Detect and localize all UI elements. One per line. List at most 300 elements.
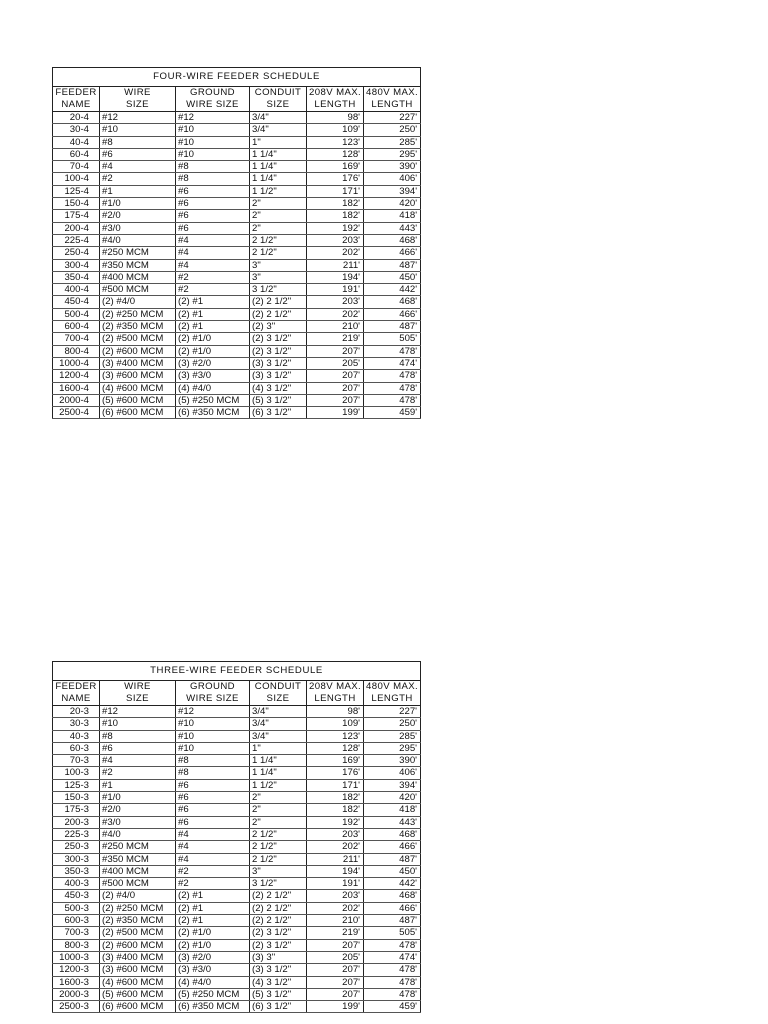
cell-480v-max-length: 466' bbox=[364, 841, 421, 853]
table-row bbox=[53, 988, 421, 1000]
cell-wire-size: (4) #600 MCM bbox=[100, 976, 176, 988]
cell-ground-wire-size: #6 bbox=[176, 816, 250, 828]
table-row bbox=[53, 345, 421, 357]
cell-ground-wire-size: (2) #1 bbox=[176, 915, 250, 927]
cell-feeder-name: 250-3 bbox=[53, 841, 100, 853]
column-header-480v-max-length: 480V MAX. bbox=[364, 681, 421, 694]
cell-conduit-size: (3) 3 1/2" bbox=[250, 370, 307, 382]
column-header-conduit-size: CONDUIT bbox=[250, 87, 307, 100]
table-row bbox=[53, 792, 421, 804]
cell-feeder-name: 20-3 bbox=[53, 706, 100, 718]
cell-ground-wire-size: #6 bbox=[176, 185, 250, 197]
cell-wire-size: #400 MCM bbox=[100, 865, 176, 877]
column-header-208v-max-length: 208V MAX. bbox=[307, 681, 364, 694]
cell-feeder-name: 1200-4 bbox=[53, 370, 100, 382]
cell-feeder-name: 2000-3 bbox=[53, 988, 100, 1000]
cell-conduit-size: 2 1/2" bbox=[250, 853, 307, 865]
column-header-feeder-name-line2: NAME bbox=[53, 99, 100, 112]
cell-208v-max-length: 182' bbox=[307, 792, 364, 804]
cell-480v-max-length: 295' bbox=[364, 742, 421, 754]
cell-conduit-size: 2 1/2" bbox=[250, 234, 307, 246]
cell-conduit-size: (2) 2 1/2" bbox=[250, 915, 307, 927]
cell-ground-wire-size: #6 bbox=[176, 779, 250, 791]
cell-conduit-size: 2" bbox=[250, 210, 307, 222]
cell-480v-max-length: 466' bbox=[364, 902, 421, 914]
cell-480v-max-length: 420' bbox=[364, 792, 421, 804]
cell-480v-max-length: 420' bbox=[364, 198, 421, 210]
cell-208v-max-length: 211' bbox=[307, 259, 364, 271]
cell-480v-max-length: 250' bbox=[364, 124, 421, 136]
cell-feeder-name: 125-4 bbox=[53, 185, 100, 197]
cell-wire-size: (4) #600 MCM bbox=[100, 382, 176, 394]
cell-conduit-size: (2) 3 1/2" bbox=[250, 939, 307, 951]
cell-conduit-size: 3" bbox=[250, 865, 307, 877]
cell-ground-wire-size: #2 bbox=[176, 271, 250, 283]
cell-feeder-name: 1000-3 bbox=[53, 951, 100, 963]
cell-208v-max-length: 203' bbox=[307, 890, 364, 902]
table-row bbox=[53, 927, 421, 939]
cell-208v-max-length: 169' bbox=[307, 161, 364, 173]
cell-wire-size: #6 bbox=[100, 742, 176, 754]
table-row bbox=[53, 333, 421, 345]
cell-wire-size: #12 bbox=[100, 112, 176, 124]
table-row bbox=[53, 185, 421, 197]
cell-wire-size: #10 bbox=[100, 124, 176, 136]
table-row bbox=[53, 407, 421, 419]
table-row bbox=[53, 112, 421, 124]
cell-wire-size: #4/0 bbox=[100, 828, 176, 840]
schedule-title: FOUR-WIRE FEEDER SCHEDULE bbox=[53, 68, 421, 87]
cell-feeder-name: 1600-4 bbox=[53, 382, 100, 394]
cell-feeder-name: 225-3 bbox=[53, 828, 100, 840]
cell-conduit-size: (5) 3 1/2" bbox=[250, 394, 307, 406]
cell-480v-max-length: 418' bbox=[364, 804, 421, 816]
cell-feeder-name: 150-3 bbox=[53, 792, 100, 804]
cell-feeder-name: 125-3 bbox=[53, 779, 100, 791]
cell-ground-wire-size: (2) #1/0 bbox=[176, 333, 250, 345]
cell-wire-size: (2) #250 MCM bbox=[100, 308, 176, 320]
cell-wire-size: (2) #250 MCM bbox=[100, 902, 176, 914]
cell-ground-wire-size: #10 bbox=[176, 718, 250, 730]
cell-feeder-name: 250-4 bbox=[53, 247, 100, 259]
cell-feeder-name: 600-3 bbox=[53, 915, 100, 927]
cell-feeder-name: 400-4 bbox=[53, 284, 100, 296]
cell-480v-max-length: 450' bbox=[364, 865, 421, 877]
cell-208v-max-length: 98' bbox=[307, 112, 364, 124]
column-header-ground-wire-size-line2: WIRE SIZE bbox=[176, 693, 250, 706]
cell-ground-wire-size: #12 bbox=[176, 706, 250, 718]
cell-208v-max-length: 194' bbox=[307, 865, 364, 877]
cell-conduit-size: 3" bbox=[250, 259, 307, 271]
cell-208v-max-length: 205' bbox=[307, 357, 364, 369]
cell-480v-max-length: 478' bbox=[364, 394, 421, 406]
cell-wire-size: #400 MCM bbox=[100, 271, 176, 283]
cell-wire-size: (2) #350 MCM bbox=[100, 915, 176, 927]
cell-conduit-size: (4) 3 1/2" bbox=[250, 382, 307, 394]
cell-ground-wire-size: (2) #1 bbox=[176, 890, 250, 902]
cell-ground-wire-size: #8 bbox=[176, 173, 250, 185]
table-row bbox=[53, 976, 421, 988]
cell-208v-max-length: 207' bbox=[307, 964, 364, 976]
cell-conduit-size: 3" bbox=[250, 271, 307, 283]
cell-ground-wire-size: #6 bbox=[176, 804, 250, 816]
cell-ground-wire-size: #6 bbox=[176, 792, 250, 804]
cell-480v-max-length: 442' bbox=[364, 878, 421, 890]
cell-wire-size: #1/0 bbox=[100, 792, 176, 804]
cell-ground-wire-size: #10 bbox=[176, 148, 250, 160]
cell-wire-size: (3) #600 MCM bbox=[100, 370, 176, 382]
cell-wire-size: #2/0 bbox=[100, 804, 176, 816]
table-row bbox=[53, 124, 421, 136]
cell-480v-max-length: 468' bbox=[364, 296, 421, 308]
cell-wire-size: #350 MCM bbox=[100, 853, 176, 865]
cell-208v-max-length: 210' bbox=[307, 321, 364, 333]
cell-conduit-size: 2 1/2" bbox=[250, 828, 307, 840]
cell-480v-max-length: 478' bbox=[364, 964, 421, 976]
cell-conduit-size: 3/4" bbox=[250, 730, 307, 742]
cell-ground-wire-size: (2) #1 bbox=[176, 902, 250, 914]
cell-wire-size: #500 MCM bbox=[100, 284, 176, 296]
cell-conduit-size: 2 1/2" bbox=[250, 247, 307, 259]
cell-480v-max-length: 466' bbox=[364, 308, 421, 320]
table-row bbox=[53, 234, 421, 246]
cell-conduit-size: 1" bbox=[250, 742, 307, 754]
column-header-ground-wire-size-line2: WIRE SIZE bbox=[176, 99, 250, 112]
cell-conduit-size: 3/4" bbox=[250, 706, 307, 718]
cell-feeder-name: 175-4 bbox=[53, 210, 100, 222]
cell-wire-size: (2) #600 MCM bbox=[100, 939, 176, 951]
cell-208v-max-length: 207' bbox=[307, 394, 364, 406]
cell-conduit-size: (2) 3 1/2" bbox=[250, 333, 307, 345]
cell-feeder-name: 40-3 bbox=[53, 730, 100, 742]
cell-ground-wire-size: (3) #2/0 bbox=[176, 357, 250, 369]
table-row bbox=[53, 865, 421, 877]
cell-480v-max-length: 285' bbox=[364, 136, 421, 148]
table-row bbox=[53, 767, 421, 779]
cell-conduit-size: (2) 2 1/2" bbox=[250, 890, 307, 902]
cell-ground-wire-size: #4 bbox=[176, 247, 250, 259]
table-row bbox=[53, 804, 421, 816]
table-row bbox=[53, 259, 421, 271]
cell-208v-max-length: 219' bbox=[307, 927, 364, 939]
cell-480v-max-length: 478' bbox=[364, 345, 421, 357]
cell-208v-max-length: 191' bbox=[307, 284, 364, 296]
cell-wire-size: (2) #4/0 bbox=[100, 890, 176, 902]
cell-ground-wire-size: (3) #3/0 bbox=[176, 964, 250, 976]
table-row bbox=[53, 816, 421, 828]
cell-wire-size: #250 MCM bbox=[100, 247, 176, 259]
column-header-feeder-name-line2: NAME bbox=[53, 693, 100, 706]
cell-feeder-name: 225-4 bbox=[53, 234, 100, 246]
cell-conduit-size: (2) 3" bbox=[250, 321, 307, 333]
three-wire-feeder-schedule bbox=[52, 661, 420, 1013]
cell-208v-max-length: 207' bbox=[307, 939, 364, 951]
cell-480v-max-length: 478' bbox=[364, 370, 421, 382]
cell-ground-wire-size: (2) #1 bbox=[176, 321, 250, 333]
column-header-208v-max-length-line2: LENGTH bbox=[307, 99, 364, 112]
cell-ground-wire-size: (2) #1/0 bbox=[176, 927, 250, 939]
cell-480v-max-length: 442' bbox=[364, 284, 421, 296]
cell-ground-wire-size: (6) #350 MCM bbox=[176, 1001, 250, 1013]
cell-feeder-name: 700-3 bbox=[53, 927, 100, 939]
column-header-ground-wire-size: GROUND bbox=[176, 681, 250, 694]
cell-208v-max-length: 207' bbox=[307, 976, 364, 988]
cell-feeder-name: 1000-4 bbox=[53, 357, 100, 369]
table-row bbox=[53, 161, 421, 173]
cell-208v-max-length: 207' bbox=[307, 382, 364, 394]
cell-wire-size: #250 MCM bbox=[100, 841, 176, 853]
cell-208v-max-length: 199' bbox=[307, 407, 364, 419]
table-row bbox=[53, 718, 421, 730]
column-header-conduit-size-line2: SIZE bbox=[250, 99, 307, 112]
cell-conduit-size: (6) 3 1/2" bbox=[250, 407, 307, 419]
cell-feeder-name: 150-4 bbox=[53, 198, 100, 210]
schedule-title: THREE-WIRE FEEDER SCHEDULE bbox=[53, 662, 421, 681]
table-row bbox=[53, 271, 421, 283]
cell-wire-size: #1 bbox=[100, 779, 176, 791]
cell-ground-wire-size: #10 bbox=[176, 742, 250, 754]
cell-feeder-name: 70-3 bbox=[53, 755, 100, 767]
cell-480v-max-length: 406' bbox=[364, 173, 421, 185]
cell-wire-size: #500 MCM bbox=[100, 878, 176, 890]
cell-conduit-size: 1 1/4" bbox=[250, 767, 307, 779]
cell-wire-size: (6) #600 MCM bbox=[100, 407, 176, 419]
cell-208v-max-length: 207' bbox=[307, 370, 364, 382]
cell-conduit-size: 3 1/2" bbox=[250, 878, 307, 890]
cell-480v-max-length: 466' bbox=[364, 247, 421, 259]
cell-208v-max-length: 98' bbox=[307, 706, 364, 718]
column-header-wire-size-line2: SIZE bbox=[100, 99, 176, 112]
column-header-wire-size: WIRE bbox=[100, 87, 176, 100]
cell-208v-max-length: 171' bbox=[307, 185, 364, 197]
table-row bbox=[53, 730, 421, 742]
schedule-body bbox=[53, 112, 421, 419]
cell-480v-max-length: 394' bbox=[364, 779, 421, 791]
table-row bbox=[53, 706, 421, 718]
cell-feeder-name: 700-4 bbox=[53, 333, 100, 345]
cell-feeder-name: 1600-3 bbox=[53, 976, 100, 988]
cell-wire-size: (3) #400 MCM bbox=[100, 951, 176, 963]
table-row bbox=[53, 382, 421, 394]
cell-ground-wire-size: #10 bbox=[176, 730, 250, 742]
cell-480v-max-length: 390' bbox=[364, 755, 421, 767]
table-row bbox=[53, 308, 421, 320]
cell-wire-size: #1/0 bbox=[100, 198, 176, 210]
cell-208v-max-length: 123' bbox=[307, 730, 364, 742]
cell-ground-wire-size: #4 bbox=[176, 853, 250, 865]
cell-wire-size: (3) #600 MCM bbox=[100, 964, 176, 976]
cell-ground-wire-size: #8 bbox=[176, 161, 250, 173]
cell-480v-max-length: 450' bbox=[364, 271, 421, 283]
cell-ground-wire-size: (2) #1 bbox=[176, 296, 250, 308]
cell-wire-size: #12 bbox=[100, 706, 176, 718]
cell-208v-max-length: 211' bbox=[307, 853, 364, 865]
cell-208v-max-length: 191' bbox=[307, 878, 364, 890]
column-header-208v-max-length-line2: LENGTH bbox=[307, 693, 364, 706]
cell-ground-wire-size: #8 bbox=[176, 755, 250, 767]
cell-feeder-name: 800-4 bbox=[53, 345, 100, 357]
cell-wire-size: (5) #600 MCM bbox=[100, 988, 176, 1000]
cell-wire-size: #2 bbox=[100, 767, 176, 779]
cell-480v-max-length: 227' bbox=[364, 706, 421, 718]
cell-208v-max-length: 210' bbox=[307, 915, 364, 927]
table-row bbox=[53, 210, 421, 222]
cell-conduit-size: (2) 2 1/2" bbox=[250, 902, 307, 914]
table-row bbox=[53, 247, 421, 259]
table-row bbox=[53, 296, 421, 308]
cell-480v-max-length: 468' bbox=[364, 234, 421, 246]
cell-480v-max-length: 394' bbox=[364, 185, 421, 197]
cell-208v-max-length: 203' bbox=[307, 828, 364, 840]
cell-feeder-name: 30-3 bbox=[53, 718, 100, 730]
cell-208v-max-length: 194' bbox=[307, 271, 364, 283]
cell-ground-wire-size: #2 bbox=[176, 284, 250, 296]
cell-conduit-size: (2) 2 1/2" bbox=[250, 296, 307, 308]
cell-conduit-size: (2) 2 1/2" bbox=[250, 308, 307, 320]
cell-feeder-name: 1200-3 bbox=[53, 964, 100, 976]
column-header-conduit-size: CONDUIT bbox=[250, 681, 307, 694]
cell-480v-max-length: 418' bbox=[364, 210, 421, 222]
column-header-ground-wire-size: GROUND bbox=[176, 87, 250, 100]
cell-feeder-name: 600-4 bbox=[53, 321, 100, 333]
cell-conduit-size: 1 1/4" bbox=[250, 755, 307, 767]
cell-480v-max-length: 285' bbox=[364, 730, 421, 742]
cell-208v-max-length: 219' bbox=[307, 333, 364, 345]
column-header-480v-max-length: 480V MAX. bbox=[364, 87, 421, 100]
cell-conduit-size: 3/4" bbox=[250, 124, 307, 136]
table-row bbox=[53, 915, 421, 927]
cell-ground-wire-size: (4) #4/0 bbox=[176, 976, 250, 988]
cell-feeder-name: 2000-4 bbox=[53, 394, 100, 406]
cell-480v-max-length: 390' bbox=[364, 161, 421, 173]
cell-conduit-size: (4) 3 1/2" bbox=[250, 976, 307, 988]
cell-208v-max-length: 202' bbox=[307, 308, 364, 320]
cell-ground-wire-size: #10 bbox=[176, 136, 250, 148]
cell-ground-wire-size: (5) #250 MCM bbox=[176, 394, 250, 406]
cell-wire-size: (2) #600 MCM bbox=[100, 345, 176, 357]
cell-wire-size: #3/0 bbox=[100, 816, 176, 828]
cell-ground-wire-size: #6 bbox=[176, 222, 250, 234]
column-header-feeder-name: FEEDER bbox=[53, 681, 100, 694]
cell-wire-size: #1 bbox=[100, 185, 176, 197]
cell-conduit-size: (3) 3 1/2" bbox=[250, 964, 307, 976]
cell-wire-size: #350 MCM bbox=[100, 259, 176, 271]
cell-conduit-size: 3/4" bbox=[250, 112, 307, 124]
column-header-wire-size-line2: SIZE bbox=[100, 693, 176, 706]
cell-480v-max-length: 505' bbox=[364, 333, 421, 345]
table-row bbox=[53, 357, 421, 369]
cell-ground-wire-size: (6) #350 MCM bbox=[176, 407, 250, 419]
column-header-feeder-name: FEEDER bbox=[53, 87, 100, 100]
cell-feeder-name: 400-3 bbox=[53, 878, 100, 890]
cell-480v-max-length: 478' bbox=[364, 939, 421, 951]
cell-wire-size: #4 bbox=[100, 755, 176, 767]
cell-208v-max-length: 169' bbox=[307, 755, 364, 767]
cell-wire-size: #8 bbox=[100, 136, 176, 148]
cell-480v-max-length: 227' bbox=[364, 112, 421, 124]
cell-208v-max-length: 202' bbox=[307, 841, 364, 853]
column-header-wire-size: WIRE bbox=[100, 681, 176, 694]
cell-208v-max-length: 109' bbox=[307, 124, 364, 136]
cell-480v-max-length: 459' bbox=[364, 1001, 421, 1013]
table-row bbox=[53, 890, 421, 902]
cell-feeder-name: 450-4 bbox=[53, 296, 100, 308]
cell-208v-max-length: 207' bbox=[307, 345, 364, 357]
cell-208v-max-length: 192' bbox=[307, 222, 364, 234]
table-row bbox=[53, 173, 421, 185]
cell-480v-max-length: 474' bbox=[364, 357, 421, 369]
cell-ground-wire-size: (3) #2/0 bbox=[176, 951, 250, 963]
table-row bbox=[53, 853, 421, 865]
cell-208v-max-length: 128' bbox=[307, 148, 364, 160]
cell-feeder-name: 2500-3 bbox=[53, 1001, 100, 1013]
cell-conduit-size: 1" bbox=[250, 136, 307, 148]
cell-208v-max-length: 128' bbox=[307, 742, 364, 754]
table-row bbox=[53, 779, 421, 791]
cell-480v-max-length: 406' bbox=[364, 767, 421, 779]
cell-feeder-name: 500-3 bbox=[53, 902, 100, 914]
schedule-body bbox=[53, 706, 421, 1013]
cell-480v-max-length: 487' bbox=[364, 259, 421, 271]
cell-ground-wire-size: (4) #4/0 bbox=[176, 382, 250, 394]
cell-feeder-name: 175-3 bbox=[53, 804, 100, 816]
cell-wire-size: #2 bbox=[100, 173, 176, 185]
cell-ground-wire-size: #4 bbox=[176, 828, 250, 840]
cell-480v-max-length: 487' bbox=[364, 915, 421, 927]
cell-208v-max-length: 182' bbox=[307, 210, 364, 222]
cell-wire-size: (2) #500 MCM bbox=[100, 333, 176, 345]
cell-480v-max-length: 468' bbox=[364, 890, 421, 902]
cell-wire-size: (2) #500 MCM bbox=[100, 927, 176, 939]
cell-conduit-size: (2) 3 1/2" bbox=[250, 927, 307, 939]
table-row bbox=[53, 198, 421, 210]
cell-ground-wire-size: (3) #3/0 bbox=[176, 370, 250, 382]
cell-wire-size: #4 bbox=[100, 161, 176, 173]
cell-ground-wire-size: #12 bbox=[176, 112, 250, 124]
cell-conduit-size: (6) 3 1/2" bbox=[250, 1001, 307, 1013]
table-row bbox=[53, 878, 421, 890]
cell-ground-wire-size: #6 bbox=[176, 210, 250, 222]
cell-conduit-size: (5) 3 1/2" bbox=[250, 988, 307, 1000]
cell-480v-max-length: 487' bbox=[364, 321, 421, 333]
cell-480v-max-length: 474' bbox=[364, 951, 421, 963]
cell-ground-wire-size: (2) #1 bbox=[176, 308, 250, 320]
cell-feeder-name: 60-4 bbox=[53, 148, 100, 160]
cell-feeder-name: 60-3 bbox=[53, 742, 100, 754]
cell-wire-size: (3) #400 MCM bbox=[100, 357, 176, 369]
cell-208v-max-length: 176' bbox=[307, 767, 364, 779]
cell-480v-max-length: 250' bbox=[364, 718, 421, 730]
cell-208v-max-length: 182' bbox=[307, 198, 364, 210]
cell-ground-wire-size: #10 bbox=[176, 124, 250, 136]
table-row bbox=[53, 148, 421, 160]
cell-208v-max-length: 171' bbox=[307, 779, 364, 791]
table-row bbox=[53, 1001, 421, 1013]
cell-wire-size: #2/0 bbox=[100, 210, 176, 222]
cell-conduit-size: (3) 3 1/2" bbox=[250, 357, 307, 369]
cell-480v-max-length: 443' bbox=[364, 816, 421, 828]
column-header-480v-max-length-line2: LENGTH bbox=[364, 693, 421, 706]
cell-conduit-size: 2" bbox=[250, 804, 307, 816]
cell-conduit-size: 2" bbox=[250, 816, 307, 828]
cell-conduit-size: 2 1/2" bbox=[250, 841, 307, 853]
cell-conduit-size: (2) 3 1/2" bbox=[250, 345, 307, 357]
cell-ground-wire-size: (2) #1/0 bbox=[176, 939, 250, 951]
table-row bbox=[53, 222, 421, 234]
cell-480v-max-length: 459' bbox=[364, 407, 421, 419]
table-row bbox=[53, 370, 421, 382]
column-header-conduit-size-line2: SIZE bbox=[250, 693, 307, 706]
